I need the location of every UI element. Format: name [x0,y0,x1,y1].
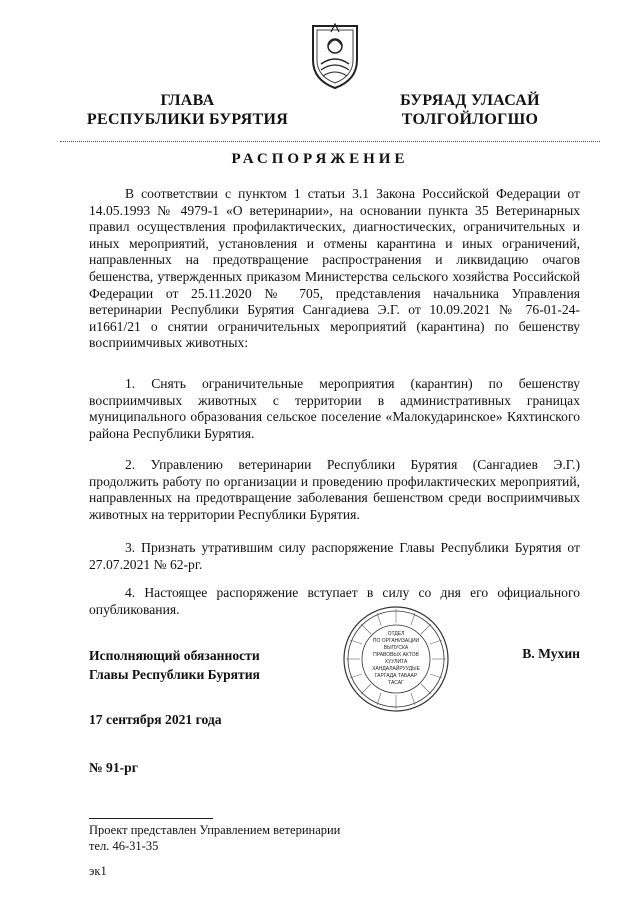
header-right [390,91,550,129]
header-divider [60,141,600,142]
header-right-line1: БУРЯАД УЛАСАЙ [400,92,540,109]
coat-of-arms-icon [305,20,365,92]
header-left-line2: РЕСПУБЛИКИ БУРЯТИЯ [86,111,289,128]
footnote-divider [89,818,213,819]
stamp-line: ПО ОРГАНИЗАЦИИ [372,638,420,644]
paragraph-text: 4. Настоящее распоряжение вступает в силу со дня его официального опубликования. [89,585,580,617]
stamp-line: ВЫПУСКА [383,645,409,651]
stamp-line: ПРАВОВЫХ АКТОВ [373,652,419,658]
signatory-name: В. Мухин [522,646,580,661]
clause-3 [89,540,580,573]
paragraph-text: В соответствии с пунктом 1 статьи 3.1 Закона Российской Федерации от 14.05.1993 № 4979-1 «О ветеринарии», на основании пункта 35 Ветеринарных правил осуществления профилактических, диагностических, ограничительных и иных мероприятий, установления и отмены карантина и иных ограничений, направленных на предотвращение распространения и ликвидацию очагов бешенства, утвержденных приказом Министерства сельского хозяйства Российской Федерации от 25.11.2020 № 705, представления начальника Управления ветеринарии Республики Бурятия Сангадиева Э.Г. от 10.09.2021 № 76-01-24-и1661/21 о снятии ограничительных мероприятий (карантина) по бешенству восприимчивых животных: [89,186,580,351]
paragraph-text: 2. Управлению ветеринарии Республики Бурятия (Сангадиев Э.Г.) продолжить работу по организации и проведению профилактических мероприятий, направленных на предотвращение заболевания бешенством среди восприимчивых животных на территории Республики Бурятия. [89,457,580,522]
clause-2 [89,457,580,523]
document-number: № 91-рг [89,760,138,775]
signatory-position [89,646,309,684]
header-left [85,91,290,129]
document-title: РАСПОРЯЖЕНИЕ [231,151,409,167]
stamp-line: ХУУЛИТА [384,659,408,665]
clause-4 [89,585,580,618]
footnote [89,822,340,854]
header-left-line1: ГЛАВА [160,92,215,109]
stamp-line: ГАРГАДА ТАБААР [374,673,418,679]
position-line2: Главы Республики Бурятия [89,667,260,682]
footnote-line1: Проект представлен Управлением ветеринарии [89,823,341,837]
footnote-line2: тел. 46-31-35 [89,839,159,853]
clause-1 [89,376,580,442]
stamp-line: ТАСАГ [388,680,404,686]
official-stamp [342,605,450,713]
paragraph-text: 1. Снять ограничительные мероприятия (карантин) по бешенству восприимчивых животных с территории в административных границах муниципального образования сельское поселение «Малокударинское» Кяхтинского района Республики Бурятия. [89,376,580,441]
preamble-paragraph [89,186,580,352]
stamp-line: ОТДЕЛ [387,631,405,637]
paragraph-text: 3. Признать утратившим силу распоряжение Главы Республики Бурятия от 27.07.2021 № 62-рг. [89,540,580,572]
header-right-line2: ТОЛГОЙЛОГШО [401,111,539,128]
document-date: 17 сентября 2021 года [89,712,222,727]
stamp-line: ХАНДАЛАЙРУУДЫЕ [372,666,420,672]
position-line1: Исполняющий обязанности [89,648,260,663]
page-code: эк1 [89,864,107,878]
